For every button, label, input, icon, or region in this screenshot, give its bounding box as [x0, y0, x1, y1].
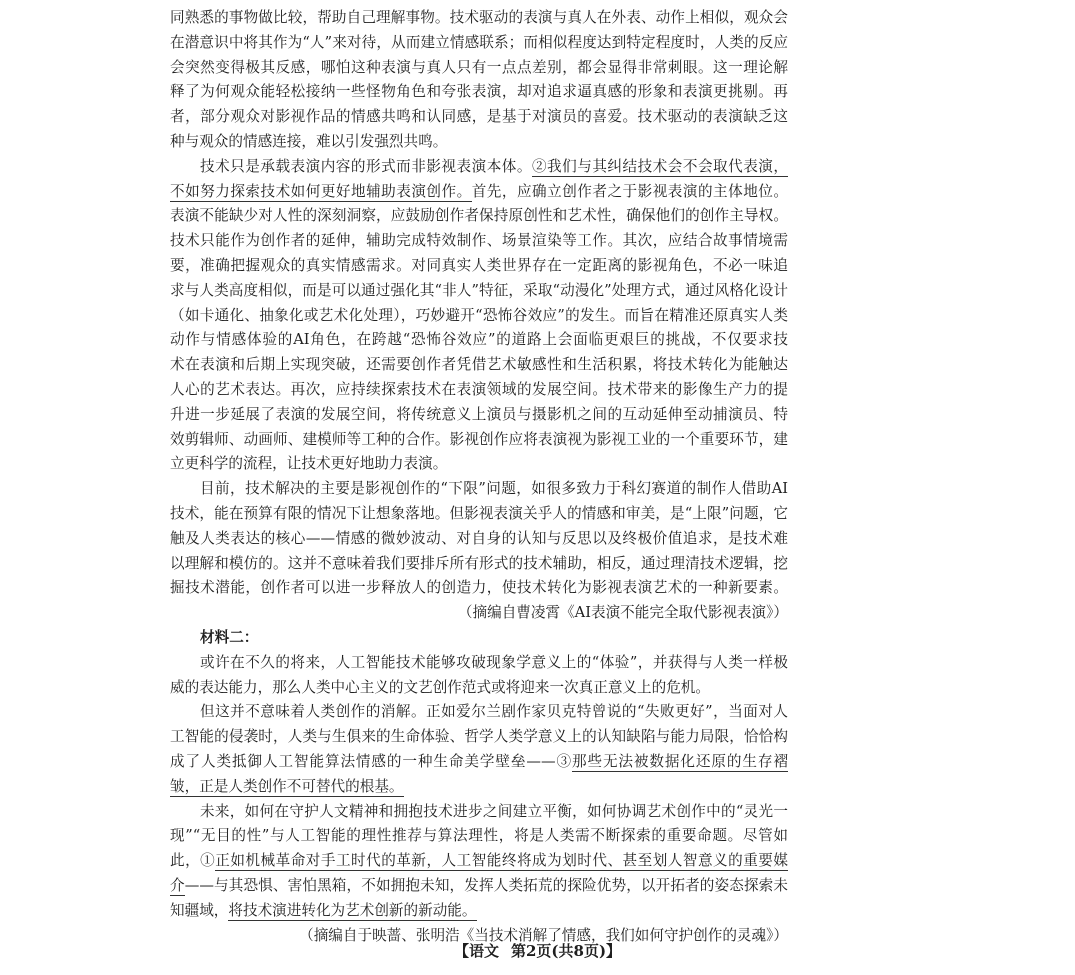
text-line: 在潜意识中将其作为“人”来对待，从而建立情感联系；而相似程度达到特定程度时，人类的反应 [170, 33, 788, 51]
text-line: 会突然变得极其反感，哪怕这种表演与真人只有一点点差别，都会显得非常刺眼。这一理论解 [170, 58, 788, 76]
underlined-text: 不如努力探索技术如何更好地辅助表演创作。 [170, 182, 472, 200]
text-line: 掘技术潜能，创作者可以进一步释放人的创造力，使技术转化为影视表演艺术的一种新要素。 [170, 579, 788, 597]
text-line: 不如努力探索技术如何更好地辅助表演创作。首先，应确立创作者之于影视表演的主体地位。 [170, 182, 788, 200]
text-line: 或许在不久的将来，人工智能技术能够攻破现象学意义上的“体验”，并获得与人类一样极 [200, 653, 788, 671]
underlined-text: ②我们与其纠结技术会不会取代表演， [531, 157, 788, 175]
underlined-text: 那些无法被数据化还原的生存褶 [571, 753, 788, 770]
text-line: 动作与情感体验的AI角色，在跨越“恐怖谷效应”的道路上会面临更艰巨的挑战，不仅要求技 [170, 331, 788, 349]
text-line: 此，①正如机械革命对手工时代的革新，人工智能终将成为划时代、甚至划人智意义的重要媒 [170, 852, 788, 870]
text-line: 目前，技术解决的主要是影视创作的“下限”问题，如很多致力于科幻赛道的制作人借助AI [200, 480, 788, 498]
text-line: 技术只能作为创作者的延伸，辅助完成特效制作、场景渲染等工作。其次，应结合故事情境需 [170, 232, 788, 250]
section-heading: 材料二： [200, 629, 259, 646]
underlined-text: 将技术演进转化为艺术创新的新动能。 [228, 901, 477, 919]
text-line: 释了为何观众能轻松接纳一些怪物角色和夸张表演，却对追求逼真感的形象和表演更挑剔。再 [170, 83, 788, 101]
text-line: 知疆域，将技术演进转化为艺术创新的新动能。 [170, 901, 477, 919]
text-line: 人心的艺术表达。再次，应持续探索技术在表演领域的发展空间。技术带来的影像生产力的提 [170, 381, 788, 398]
text-line: 未来，如何在守护人文精神和拥抱技术进步之间建立平衡，如何协调艺术创作中的“灵光一 [200, 802, 788, 820]
text-line: 介——与其恐惧、害怕黑箱，不如拥抱未知，发挥人类拓荒的探险优势，以开拓者的姿态探索未 [170, 877, 788, 894]
footer-subject: 【语文 [453, 942, 499, 960]
text-line: 同熟悉的事物做比较，帮助自己理解事物。技术驱动的表演与真人在外表、动作上相似，观众会 [170, 9, 788, 26]
source-citation: （摘编自曹凌霄《AI表演不能完全取代影视表演》） [457, 604, 788, 622]
text-line: 技术只是承载表演内容的形式而非影视表演本体。②我们与其纠结技术会不会取代表演， [200, 157, 788, 175]
text-line: 威的表达能力，那么人类中心主义的文艺创作范式或将迎来一次真正意义上的危机。 [170, 678, 710, 696]
text-line [170, 775, 788, 799]
text-line: 者，部分观众对影视作品的情感共鸣和认同感，是基于对演员的喜爱。技术驱动的表演缺乏这 [170, 108, 788, 126]
text-line: 立更科学的流程，让技术更好地助力表演。 [170, 455, 448, 473]
underlined-text: 介 [170, 877, 185, 894]
footer-page: 第2页(共8页)】 [510, 942, 622, 960]
source-citation: （摘编自于映蔷、张明浩《当技术消解了情感，我们如何守护创作的灵魂》） [299, 926, 788, 944]
underlined-text: 皱，正是人类创作不可替代的根基。 [170, 777, 404, 795]
text-line: 升进一步延展了表演的发展空间，将传统意义上演员与摄影机之间的互动延伸至动捕演员、特 [170, 405, 788, 423]
text-line: 术在表演和后期上实现突破，还需要创作者凭借艺术敏感性和生活积累，将技术转化为能触达 [170, 356, 788, 374]
text-line: 成了人类抵御人工智能算法情感的一种生命美学壁垒——③那些无法被数据化还原的生存褶 [170, 753, 788, 770]
text-line: 以理解和模仿的。这并不意味着我们要排斥所有形式的技术辅助，相反，通过理清技术逻辑，挖 [170, 554, 788, 572]
text-line: 种与观众的情感连接，难以引发强烈共鸣。 [170, 133, 448, 150]
text-line: 求与人类高度相似，而是可以通过强化其“非人”特征，采取“动漫化”处理方式，通过风格化设计 [170, 281, 788, 299]
text-line: 表演不能缺少对人性的深刻洞察，应鼓励创作者保持原创性和艺术性，确保他们的创作主导权。 [170, 207, 788, 225]
text-line: （如卡通化、抽象化或艺术化处理），巧妙避开“恐怖谷效应”的发生。而旨在精准还原真实人类 [170, 306, 788, 324]
text-line: 要，准确把握观众的真实情感需求。对同真实人类世界存在一定距离的影视角色，不必一味追 [170, 257, 788, 274]
text-line: 工智能的侵袭时，人类与生俱来的生命体验、哲学人类学意义上的认知缺陷与能力局限，恰恰构 [170, 728, 788, 746]
text-line: 触及人类表达的核心——情感的微妙波动、对自身的认知与反思以及终极价值追求，是技术难 [170, 529, 788, 547]
text-line: 现”“无目的性”与人工智能的理性推荐与算法理性，将是人类需不断探索的重要命题。尽管如 [170, 827, 788, 845]
text-line: 但这并不意味着人类创作的消解。正如爱尔兰剧作家贝克特曾说的“失败更好”，当面对人 [200, 703, 788, 721]
text-line: 技术，能在预算有限的情况下让想象落地。但影视表演关乎人的情感和审美，是“上限”问题，它 [170, 505, 788, 522]
text-line: 效剪辑师、动画师、建模师等工种的合作。影视创作应将表演视为影视工业的一个重要环节，建 [170, 430, 788, 448]
page-footer [0, 940, 1075, 962]
underlined-text: 正如机械革命对手工时代的革新，人工智能终将成为划时代、甚至划人智意义的重要媒 [215, 852, 788, 870]
